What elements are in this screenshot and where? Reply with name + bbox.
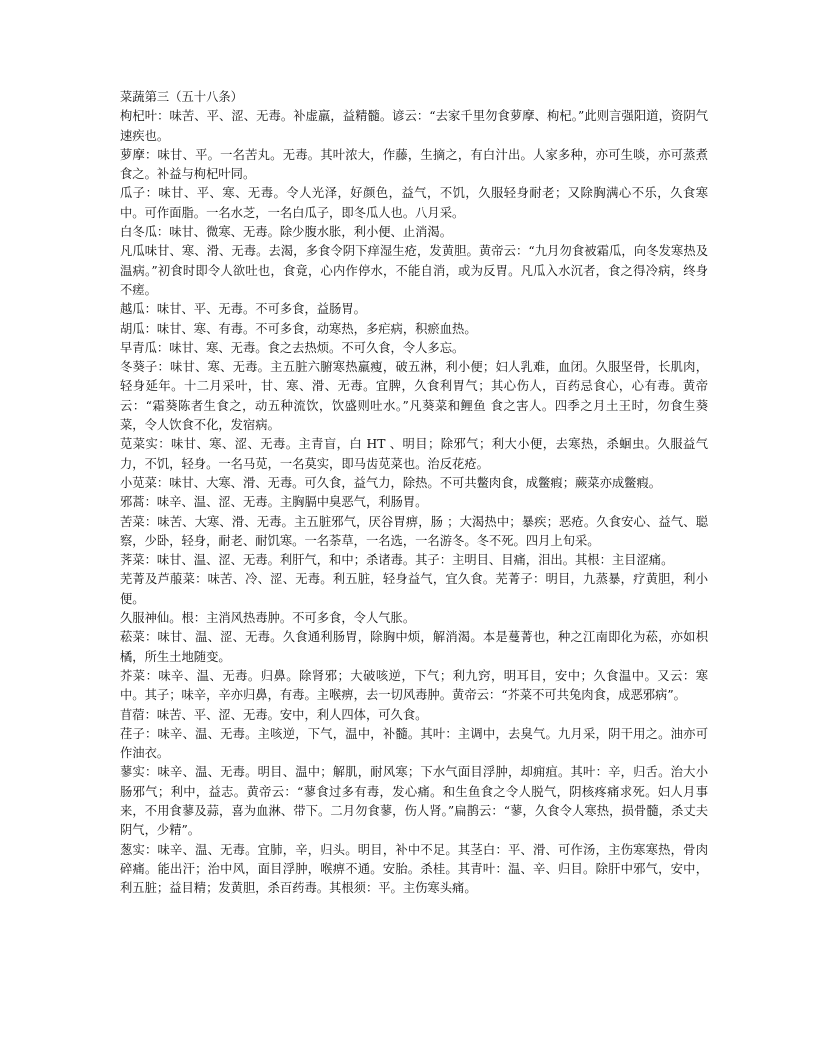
- entry-luomo: 萝摩：味甘、平。一名苦丸。无毒。其叶浓大，作藤，生摘之，有白汁出。人家多种，亦可生啖，亦可蒸煮食之。补益与枸杞叶同。: [120, 147, 708, 182]
- entry-melons-general: 凡瓜味甘、寒、滑、无毒。去渴，多食令阴下痒湿生疮，发黄胆。黄帝云：“九月勿食被霜瓜，向冬发寒热及温病。”初食时即令人欲吐也，食竟，心内作停水，不能自消，或为反胃。凡瓜入水沉者，食之得冷病，终身不瘥。: [120, 244, 708, 297]
- entry-knotweed-seed: 蓼实：味辛、温、无毒。明目、温中；解肌，耐风寒；下水气面目浮肿，却痈疽。其叶：辛，归舌。治大小肠邪气；利中，益志。黄帝云：“蓼食过多有毒，发心痛。和生鱼食之令人脱气，阴核疼痛求死。妇人月事来，不用食蓼及蒜，喜为血淋、带下。二月勿食蓼，伤人肾。”扁鹊云：“蓼，久食令人寒热，损骨髓，杀丈夫阴气，少精”。: [120, 765, 708, 838]
- section-heading: 菜蔬第三（五十八条）: [120, 90, 243, 104]
- entry-perilla-seed: 荏子：味辛、温、无毒。主咳逆，下气，温中，补髓。其叶：主调中，去臭气。九月采，阴干用之。油亦可作油衣。: [120, 726, 708, 761]
- entry-gouqi-leaf: 枸杞叶：味苦、平、涩、无毒。补虚羸，益精髓。谚云：“去家千里勿食萝摩、枸杞。”此则言强阳道，资阴气速疾也。: [120, 109, 708, 143]
- entry-early-green-melon: 早青瓜：味甘、寒、无毒。食之去热烦。不可久食，令人多忘。: [120, 340, 465, 355]
- entry-mustard: 芥菜：味辛、温、无毒。归鼻。除肾邪；大破咳逆，下气；利九窍，明耳目，安中；久食温中。又云：寒中。其子；味辛，辛亦归鼻，有毒。主喉痹，去一切风毒肿。黄帝云：“芥菜不可共兔肉食，成恶邪病”。: [120, 668, 708, 703]
- entry-mallow-seed: 冬葵子：味甘、寒、无毒。主五脏六腑寒热羸瘦，破五淋，利小便；妇人乳难，血闭。久服坚骨，长肌肉，轻身延年。十二月采叶，甘、寒、滑、无毒。宜脾，久食利胃气；其心伤人，百药忌食心，心有毒。黄帝云：“霜葵陈者生食之，动五种流饮，饮盛则吐水。”凡葵菜和鲤鱼 食之害人。四季之月土王时，勿食生葵菜，令人饮食不化，发宿病。: [120, 360, 708, 433]
- entry-turnip-radish: 芜菁及芦菔菜：味苦、冷、涩、无毒。利五脏，轻身益气，宜久食。芜菁子：明目，九蒸暴，疗黄胆，利小便。: [120, 572, 708, 606]
- entry-yue-melon: 越瓜：味甘、平、无毒。不可多食，益肠胃。: [120, 302, 366, 317]
- entry-amaranth-seed: 苋菜实：味甘、寒、涩、无毒。主青盲，白 HT 、明目；除邪气；利大小便，去寒热，杀蛔虫。久服益气力，不饥，轻身。一名马苋，一名莫实，即马齿苋菜也。治反花疮。: [120, 437, 708, 471]
- entry-white-winter-melon: 白冬瓜：味甘、微寒、无毒。除少腹水胀，利小便、止消渴。: [120, 225, 453, 240]
- entry-alfalfa: 苜蓿：味苦、平、涩、无毒。安中，利人四体，可久食。: [120, 707, 428, 722]
- entry-guazi: 瓜子：味甘、平、寒、无毒。令人光泽，好颜色，益气，不饥，久服轻身耐老；又除胸满心不乐，久食寒中。可作面脂。一名水芝，一名白瓜子，即冬瓜人也。八月采。: [120, 186, 708, 220]
- entry-bitter-herb: 苦菜：味苦、大寒、滑、无毒。主五脏邪气，厌谷胃痹，肠 ；大渴热中；暴疾；恶疮。久食安心、益气、聪察，少卧，轻身，耐老、耐饥寒。一名荼草，一名选，一名游冬。冬不死。四月上旬采。: [120, 514, 708, 548]
- entry-small-amaranth: 小苋菜：味甘、大寒、滑、无毒。可久食，益气力，除热。不可共鳖肉食，成鳖瘕；蕨菜亦成鳖瘕。: [120, 475, 662, 490]
- entry-shepherds-purse: 荠菜：味甘、温、涩、无毒。利肝气，和中；杀诸毒。其子：主明目、目痛，泪出。其根：主目涩痛。: [120, 553, 674, 568]
- entry-cucumber: 胡瓜：味甘、寒、有毒。不可多食，动寒热，多疟病，积瘀血热。: [120, 321, 477, 336]
- entry-song-cabbage: 菘菜：味甘、温、涩、无毒。久食通利肠胃，除胸中烦，解消渴。本是蔓菁也，种之江南即化为菘，亦如枳橘，所生土地随变。: [120, 630, 708, 664]
- entry-turnip-root: 久服神仙。根：主消风热毒肿。不可多食，令人气胀。: [120, 611, 416, 626]
- entry-xie-hao: 邪蒿：味辛、温、涩、无毒。主胸膈中臭恶气，利肠胃。: [120, 495, 428, 510]
- entry-scallion-seed: 葱实：味辛、温、无毒。宜肺，辛，归头。明目，补中不足。其茎白：平、滑、可作汤，主伤寒寒热，骨肉碎痛。能出汗；治中风，面目浮肿，喉痹不通。安胎。杀桂。其青叶：温、辛、归目。除肝中邪气，安中，利五脏；益目精；发黄胆，杀百药毒。其根须：平。主伤寒头痛。: [120, 842, 708, 896]
